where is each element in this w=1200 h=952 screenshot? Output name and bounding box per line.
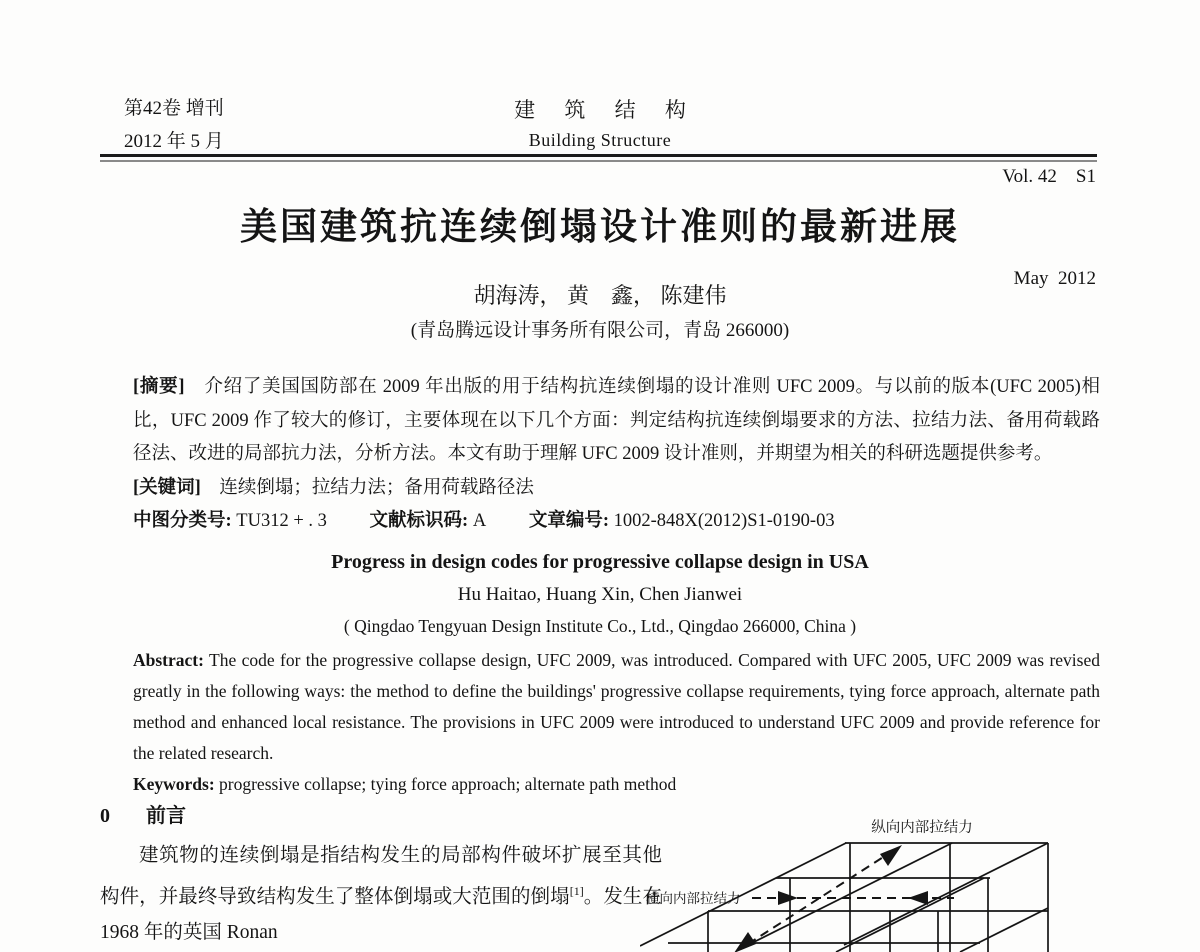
label-transverse-tie: 横向内部拉结力 [646,891,741,906]
affiliation-cn: (青岛腾远设计事务所有限公司，青岛 266000) [410,320,790,341]
section-title: 前言 [146,805,186,827]
article-id-pair [529,511,835,531]
arrowhead-down-left [734,932,756,952]
arrowhead-left [908,891,928,905]
intro-section [100,799,662,950]
abstract-text-en: The code for the progressive collapse design, UFC 2009, was introduced. Compared with UFC 2005, UFC 2009 was revised greatly in the following ways: the method to define the buildings' progressive collapse requirements, tying force approach, alternate path method and enhanced local resistance. The provisions in UFC 2009 were introduced to understand UFC 2009 and provide reference for the related research. [133,650,1100,763]
abstract-label-en: Abstract: [133,650,204,670]
section-heading [100,799,662,828]
doc-code-label: 文献标识码: [369,511,469,531]
clc-pair [133,511,327,531]
clc-value: TU312 + . 3 [231,511,327,531]
abstract-block-cn [133,371,1100,539]
intro-text-before-ref: 建筑物的连续倒塌是指结构发生的局部构件破坏扩展至其他构件，并最终导致结构发生了整体倒塌或大范围的倒塌 [100,845,662,907]
abstract-paragraph-en [133,645,1100,769]
date-line: 2012 年 5 月 [124,131,224,152]
keywords-text-en: progressive collapse; tying force approach; alternate path method [214,774,677,794]
affiliation-en: ( Qingdao Tengyuan Design Institute Co., Ltd., Qingdao 266000, China ) [343,616,857,636]
diagonal-beam [960,908,1048,952]
doc-code-value: A [468,511,487,531]
abstract-paragraph-cn [133,371,1100,472]
abstract-text-cn: 介绍了美国国防部在 2009 年出版的用于结构抗连续倒塌的设计准则 UFC 2009。与以前的版本(UFC 2005)相比，UFC 2009 作了较大的修订，主要体现在以下几个方面：判定结构抗连续倒塌要求的方法、拉结力法、备用荷载路径法、改进的局部抗力法，分析方法。本文有助于理解 UFC 2009 设计准则，并期望为相关的科研选题提供参考。 [133,377,1100,464]
article-id-value: 1002-848X(2012)S1-0190-03 [609,511,835,531]
article-title-cn: 美国建筑抗连续倒塌设计准则的最新进展 [240,207,960,248]
label-longitudinal-tie: 纵向内部拉结力 [871,820,973,836]
journal-title-cn: 建 筑 结 构 [514,98,698,122]
volume-line: 第42卷 增刊 [124,98,224,119]
keywords-label-cn: [关键词] [133,477,201,498]
classification-line [133,505,1100,539]
article-title-en: Progress in design codes for progressive collapse design in USA [331,551,869,573]
diagonal-beam [844,843,1048,945]
article-id-label: 文章编号: [528,511,609,531]
reference-marker: [1] [569,883,584,898]
authors-cn: 胡海涛， 黄 鑫， 陈建伟 [473,283,727,308]
keywords-label-en: Keywords: [133,774,215,794]
arrowhead-up-right [880,845,902,866]
keywords-line-cn [133,472,1100,506]
tie-force-diagram [640,812,1200,952]
date-en: May 2012 [1013,268,1096,289]
intro-paragraph [100,838,662,950]
keywords-text-cn: 连续倒塌；拉结力法；备用荷载路径法 [200,477,534,498]
keywords-line-en [133,769,1100,800]
abstract-label-cn: [摘要] [133,377,185,397]
tie-force-figure [640,812,1200,952]
journal-title-en: Building Structure [528,130,672,150]
clc-label: 中图分类号: [133,511,232,531]
header-double-rule [100,154,1097,162]
authors-en: Hu Haitao, Huang Xin, Chen Jianwei [457,584,743,605]
intro-text-after-ref: 。发生在 1968 年的英国 Ronan [100,886,662,943]
vol-en: Vol. 42 S1 [1002,166,1096,187]
section-number: 0 [100,805,110,827]
doc-code-pair [370,511,487,531]
arrowhead-right [778,891,798,905]
abstract-block-en [133,645,1100,800]
